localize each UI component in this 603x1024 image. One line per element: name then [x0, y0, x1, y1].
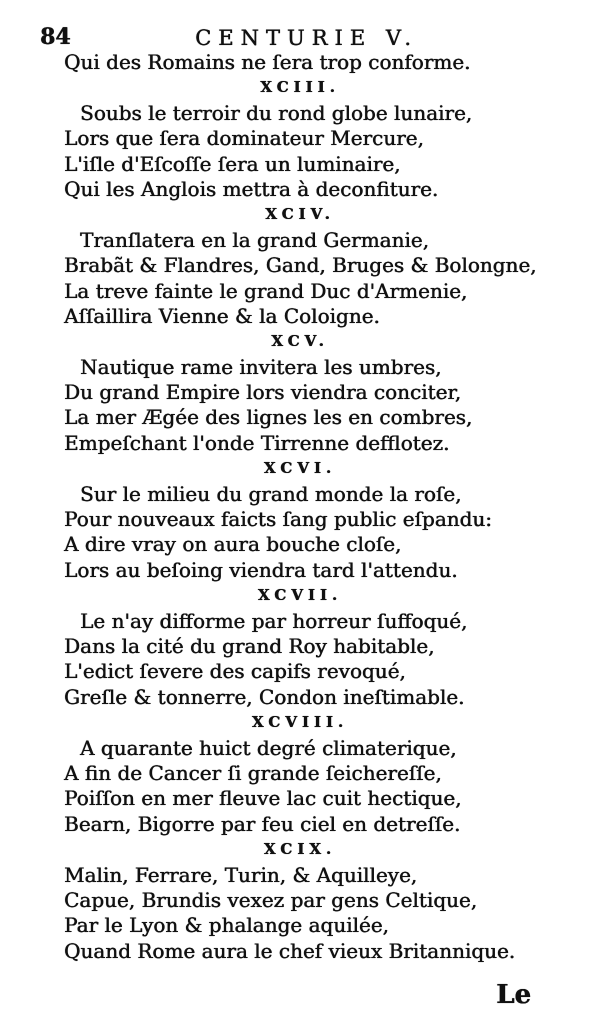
quatrain-number: XCVII.: [257, 586, 343, 605]
quatrain-number: XCVI.: [263, 459, 337, 478]
verse-line: Tranſlatera en la grand Germanie,: [80, 227, 429, 252]
verse-line: Aſſaillira Vienne & la Coloigne.: [64, 303, 380, 328]
running-head: CENTURIE V.: [195, 26, 418, 50]
verse-line: Bearn, Bigorre par feu ciel en detreſſe.: [64, 811, 461, 836]
verse-line: Nautique rame invitera les umbres,: [80, 354, 442, 379]
verse-line: La mer Ægée des lignes les en combres,: [64, 405, 473, 430]
verse-line: Capue, Brundis vexez par gens Celtique,: [64, 887, 478, 912]
quatrain-number: XCVIII.: [251, 713, 349, 732]
quatrain-number: XCIX.: [263, 840, 337, 859]
verse-line: Pour nouveaux faicts ſang public eſpandu:: [64, 507, 492, 532]
verse-line: Greſle & tonnerre, Condon ineſtimable.: [64, 684, 465, 709]
verse-line: Qui des Romains ne ſera trop conforme.: [64, 50, 471, 74]
catchword: Le: [496, 980, 531, 1010]
verse-line: Quand Rome aura le chef vieux Britannique.: [64, 938, 516, 963]
verse-line: Malin, Ferrare, Turin, & Aquilleye,: [64, 862, 418, 887]
page-number: 84: [40, 24, 71, 50]
verse-line: A dire vray on aura bouche cloſe,: [64, 532, 402, 557]
verse-line: A quarante huict degré climaterique,: [80, 735, 457, 760]
quatrain-text: [60, 50, 580, 964]
quatrain-number: XCIV.: [265, 205, 335, 224]
verse-line: La treve fainte le grand Duc d'Armenie,: [64, 278, 468, 303]
verse-line: Empeſchant l'onde Tirrenne defflotez.: [64, 430, 450, 455]
verse-line: Soubs le terroir du rond globe lunaire,: [80, 100, 473, 125]
verse-line: L'iſle d'Eſcoſſe ſera un luminaire,: [64, 151, 401, 176]
verse-line: Brabãt & Flandres, Gand, Bruges & Bolongne,: [64, 253, 537, 278]
verse-line: Sur le milieu du grand monde la roſe,: [80, 481, 462, 506]
verse-line: Dans la cité du grand Roy habitable,: [64, 633, 435, 658]
verse-line: L'edict ſevere des capifs revoqué,: [64, 659, 406, 684]
verse-line: A fin de Cancer ſi grande ſeichereſſe,: [64, 760, 442, 785]
quatrain-number: XCIII.: [260, 78, 340, 97]
verse-line: Qui les Anglois mettra à deconfiture.: [64, 176, 439, 201]
verse-line: Par le Lyon & phalange aquilée,: [64, 913, 389, 938]
quatrain-number: XCV.: [271, 332, 329, 351]
verse-line: Poiſſon en mer fleuve lac cuit hectique,: [64, 786, 462, 811]
verse-line: Lors au beſoing viendra tard l'attendu.: [64, 557, 458, 582]
verse-line: Du grand Empire lors viendra conciter,: [64, 380, 462, 405]
verse-line: Lors que ſera dominateur Mercure,: [64, 126, 424, 151]
verse-line: Le n'ay difforme par horreur ſuffoqué,: [80, 608, 468, 633]
